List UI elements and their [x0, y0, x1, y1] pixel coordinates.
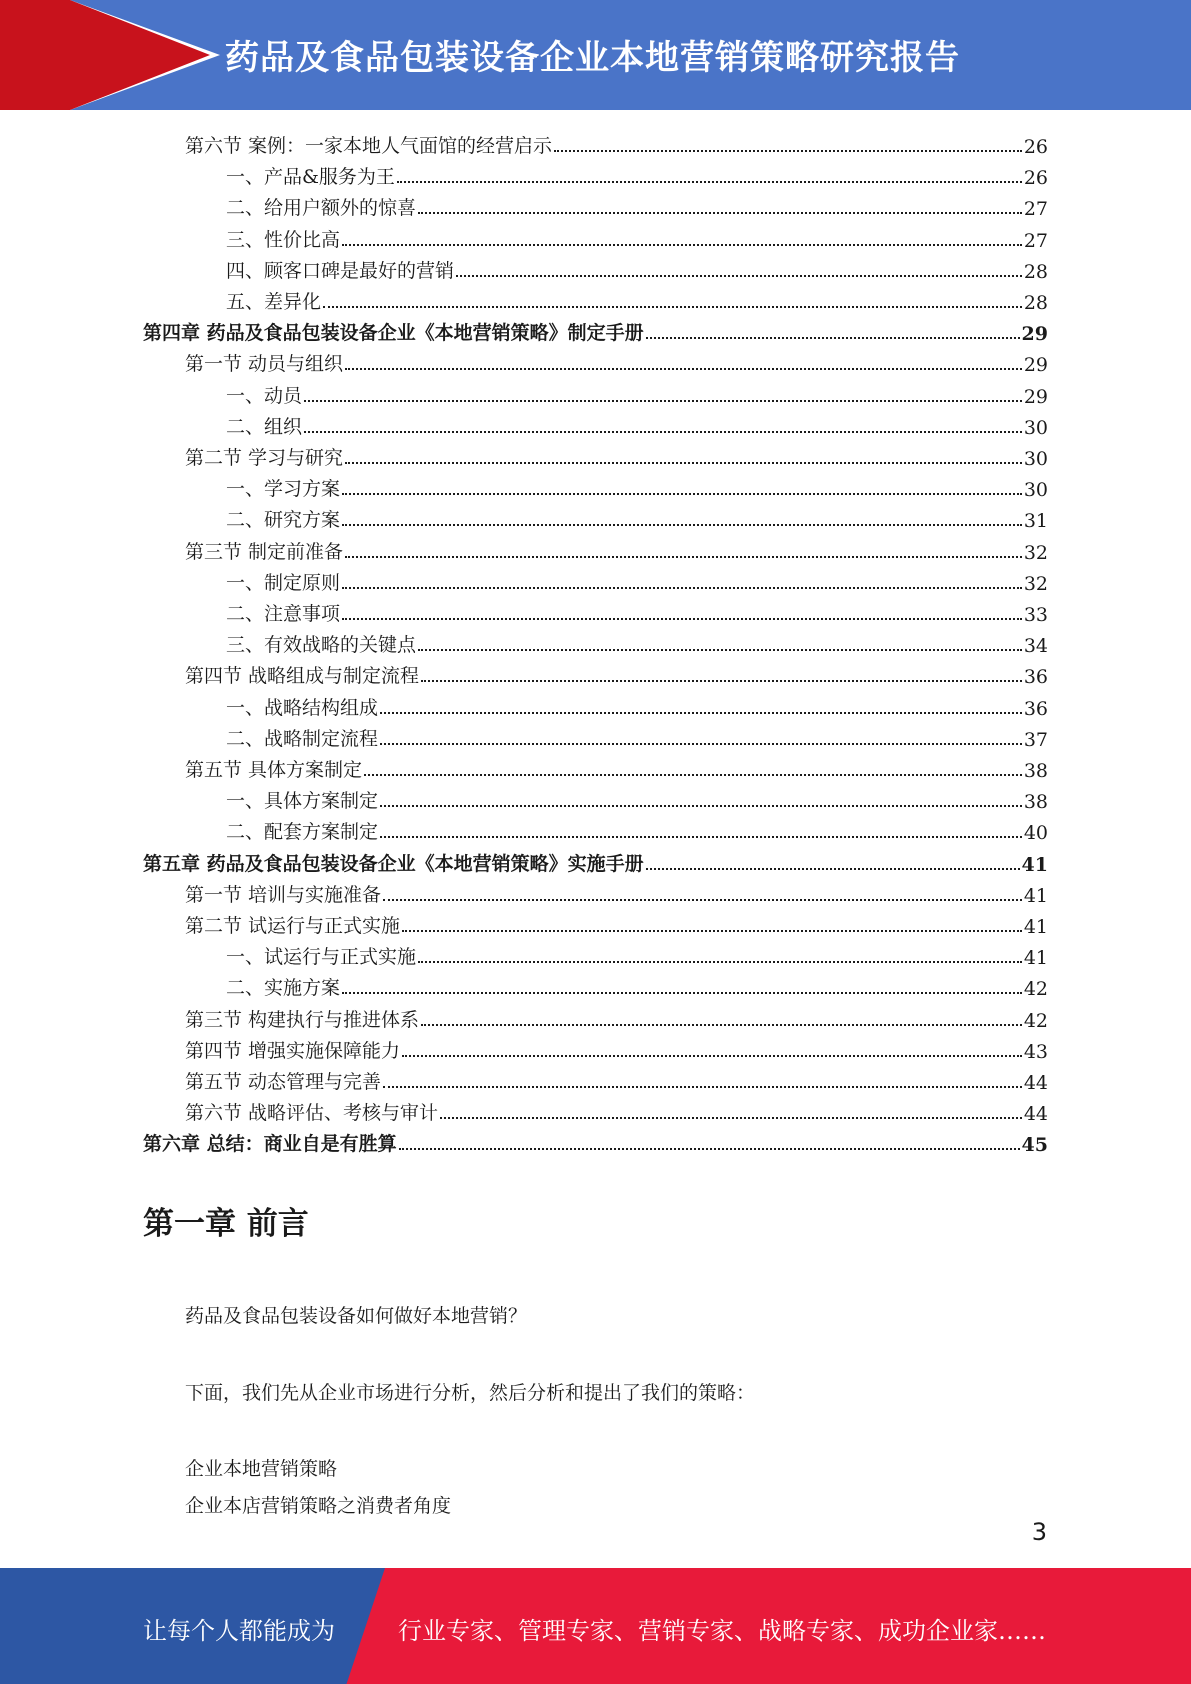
toc-entry-title: 第一节 动员与组织: [185, 353, 344, 376]
toc-entry-page: 37: [1023, 728, 1048, 751]
toc-entry-title: 第六章 总结：商业自是有胜算: [143, 1133, 397, 1156]
header-arrow: [70, 0, 210, 110]
toc-leader-dots: [304, 431, 1022, 433]
toc-entry[interactable]: [185, 1063, 1048, 1094]
toc-entry-page: 34: [1023, 635, 1048, 658]
toc-entry-page: 42: [1023, 978, 1048, 1001]
toc-entry-title: 一、产品&服务为王: [226, 166, 395, 189]
paragraph: 企业本地营销策略: [185, 1458, 338, 1480]
toc-entry-title: 三、有效战略的关键点: [226, 634, 417, 657]
footer-roles: 行业专家、管理专家、营销专家、战略专家、成功企业家……: [398, 1617, 1046, 1645]
toc-entry[interactable]: [226, 689, 1048, 720]
toc-entry[interactable]: [185, 1032, 1048, 1063]
toc-entry-page: 40: [1023, 822, 1048, 845]
toc-entry-page: 26: [1023, 167, 1048, 190]
toc-leader-dots: [418, 212, 1022, 214]
toc-entry[interactable]: [185, 907, 1048, 938]
toc-entry-title: 第三节 制定前准备: [185, 540, 344, 563]
toc-entry-page: 41: [1023, 947, 1048, 970]
toc-entry-page: 42: [1023, 1009, 1048, 1032]
chapter-heading: 第一章 前言: [143, 1206, 309, 1242]
toc-leader-dots: [364, 774, 1022, 776]
toc-entry[interactable]: [226, 283, 1048, 314]
toc-entry-title: 第一节 培训与实施准备: [185, 883, 382, 906]
toc-entry[interactable]: [185, 876, 1048, 907]
toc-entry-title: 第二节 试运行与正式实施: [185, 915, 401, 937]
toc-entry-title: 第四节 增强实施保障能力: [185, 1039, 401, 1062]
toc-entry-title: 第五节 具体方案制定: [185, 759, 363, 781]
toc-entry[interactable]: [226, 501, 1048, 532]
toc-entry[interactable]: [226, 969, 1048, 1000]
toc-entry-page: 33: [1023, 604, 1048, 626]
toc-leader-dots: [399, 1148, 1020, 1150]
toc-entry[interactable]: [185, 439, 1048, 470]
toc-entry[interactable]: [226, 377, 1048, 408]
paragraph: 企业本店营销策略之消费者角度: [185, 1495, 452, 1517]
toc-entry-title: 第六节 案例：一家本地人气面馆的经营启示: [185, 135, 553, 157]
toc-entry-page: 29: [1023, 354, 1048, 377]
page-footer: [0, 1568, 1191, 1684]
toc-entry-page: 36: [1023, 697, 1048, 720]
toc-entry-page: 44: [1023, 1103, 1048, 1126]
toc-entry-title: 二、给用户额外的惊喜: [226, 197, 417, 220]
toc-leader-dots: [383, 899, 1022, 901]
toc-entry-page: 41: [1023, 884, 1048, 907]
toc-leader-dots: [380, 805, 1022, 807]
footer-slogan: 让每个人都能成为: [143, 1617, 335, 1645]
toc-leader-dots: [342, 244, 1022, 246]
toc-entry-page: 45: [1021, 1134, 1048, 1157]
toc-entry[interactable]: [185, 657, 1048, 688]
toc-leader-dots: [342, 618, 1022, 620]
toc-entry[interactable]: [185, 533, 1048, 564]
header-red-block: [0, 0, 70, 110]
page-header: [0, 0, 1191, 110]
toc-entry-page: 29: [1023, 385, 1048, 408]
toc-entry-title: 五、差异化: [226, 291, 322, 313]
toc-entry-page: 30: [1023, 479, 1048, 502]
toc-leader-dots: [418, 649, 1022, 651]
toc-entry-title: 一、动员: [226, 384, 303, 407]
toc-entry[interactable]: [226, 158, 1048, 189]
paragraph: 下面，我们先从企业市场进行分析，然后分析和提出了我们的策略：: [185, 1382, 756, 1404]
toc-leader-dots: [342, 992, 1022, 994]
toc-entry-title: 二、配套方案制定: [226, 821, 379, 844]
toc-entry-page: 43: [1023, 1040, 1048, 1063]
toc-leader-dots: [345, 556, 1022, 558]
toc-leader-dots: [345, 368, 1022, 370]
toc-entry-title: 二、组织: [226, 415, 303, 438]
toc-entry-page: 29: [1021, 323, 1048, 346]
toc-entry[interactable]: [226, 189, 1048, 220]
toc-entry[interactable]: [226, 564, 1048, 595]
toc-entry[interactable]: [226, 782, 1048, 813]
toc-entry-title: 四、顾客口碑是最好的营销: [226, 259, 455, 282]
toc-entry-page: 27: [1023, 229, 1048, 252]
toc-entry-page: 38: [1023, 760, 1048, 782]
toc-entry-title: 三、性价比高: [226, 228, 341, 251]
toc-leader-dots: [554, 150, 1022, 152]
toc-leader-dots: [440, 1117, 1022, 1119]
toc-entry[interactable]: [226, 626, 1048, 657]
toc-entry-title: 一、制定原则: [226, 571, 341, 594]
toc-entry-title: 一、战略结构组成: [226, 696, 379, 719]
toc-leader-dots: [380, 836, 1022, 838]
toc-entry-page: 36: [1023, 666, 1048, 689]
toc-entry[interactable]: [185, 1094, 1048, 1125]
toc-entry[interactable]: [226, 720, 1048, 751]
toc-entry-page: 31: [1023, 510, 1048, 533]
toc-entry-page: 41: [1021, 853, 1048, 876]
toc-entry[interactable]: [226, 470, 1048, 501]
toc-entry-title: 一、学习方案: [226, 478, 341, 501]
toc-entry[interactable]: [143, 1125, 1048, 1156]
toc-leader-dots: [421, 680, 1022, 682]
toc-entry[interactable]: [226, 252, 1048, 283]
toc-entry-page: 30: [1023, 448, 1048, 470]
toc-leader-dots: [402, 930, 1022, 932]
toc-leader-dots: [323, 306, 1022, 308]
toc-entry-page: 32: [1023, 541, 1048, 564]
toc-entry-title: 第五章 药品及食品包装设备企业《本地营销策略》实施手册: [143, 852, 644, 875]
toc-entry-page: 41: [1023, 916, 1048, 938]
toc-entry-title: 二、注意事项: [226, 603, 341, 625]
toc-entry-title: 二、实施方案: [226, 977, 341, 1000]
toc-leader-dots: [380, 712, 1022, 714]
toc-entry[interactable]: [185, 345, 1048, 376]
toc-entry[interactable]: [143, 314, 1048, 345]
paragraph: 药品及食品包装设备如何做好本地营销？: [185, 1305, 528, 1327]
toc-entry[interactable]: [143, 845, 1048, 876]
toc-entry-page: 28: [1023, 260, 1048, 283]
toc-leader-dots: [646, 868, 1020, 870]
toc-entry-page: 27: [1023, 198, 1048, 221]
toc-leader-dots: [383, 1086, 1022, 1088]
header-title: 药品及食品包装设备企业本地营销策略研究报告: [225, 38, 960, 78]
toc-leader-dots: [646, 337, 1020, 339]
toc-entry-page: 44: [1023, 1072, 1048, 1094]
toc-entry-page: 28: [1023, 292, 1048, 314]
toc-leader-dots: [345, 462, 1022, 464]
toc-entry[interactable]: [185, 127, 1048, 158]
toc-entry-title: 第六节 战略评估、考核与审计: [185, 1102, 439, 1125]
toc-entry[interactable]: [185, 751, 1048, 782]
toc-leader-dots: [456, 275, 1022, 277]
toc-entry-title: 一、具体方案制定: [226, 790, 379, 813]
toc-entry-page: 38: [1023, 791, 1048, 814]
toc-leader-dots: [402, 1055, 1022, 1057]
toc-leader-dots: [380, 743, 1022, 745]
toc-entry-title: 第三节 构建执行与推进体系: [185, 1008, 420, 1031]
toc-entry-page: 30: [1023, 416, 1048, 439]
toc-leader-dots: [304, 400, 1022, 402]
toc-entry[interactable]: [226, 595, 1048, 626]
toc-leader-dots: [397, 181, 1022, 183]
toc-entry[interactable]: [226, 408, 1048, 439]
toc-entry-title: 第二节 学习与研究: [185, 447, 344, 469]
toc-entry-page: 26: [1023, 136, 1048, 158]
toc-leader-dots: [342, 587, 1022, 589]
toc-entry[interactable]: [226, 221, 1048, 252]
toc-leader-dots: [342, 524, 1022, 526]
page-number: 3: [1031, 1518, 1047, 1546]
toc-entry-title: 二、战略制定流程: [226, 727, 379, 750]
toc-entry-page: 32: [1023, 572, 1048, 595]
toc-leader-dots: [421, 1024, 1022, 1026]
toc-entry-title: 第四节 战略组成与制定流程: [185, 665, 420, 688]
toc-entry[interactable]: [185, 1001, 1048, 1032]
toc-entry[interactable]: [226, 938, 1048, 969]
toc-entry-title: 第五节 动态管理与完善: [185, 1071, 382, 1093]
toc-leader-dots: [418, 961, 1022, 963]
toc-entry-title: 二、研究方案: [226, 509, 341, 532]
toc-entry-title: 第四章 药品及食品包装设备企业《本地营销策略》制定手册: [143, 322, 644, 345]
toc-entry[interactable]: [226, 813, 1048, 844]
toc-entry-title: 一、试运行与正式实施: [226, 946, 417, 969]
toc-leader-dots: [342, 493, 1022, 495]
